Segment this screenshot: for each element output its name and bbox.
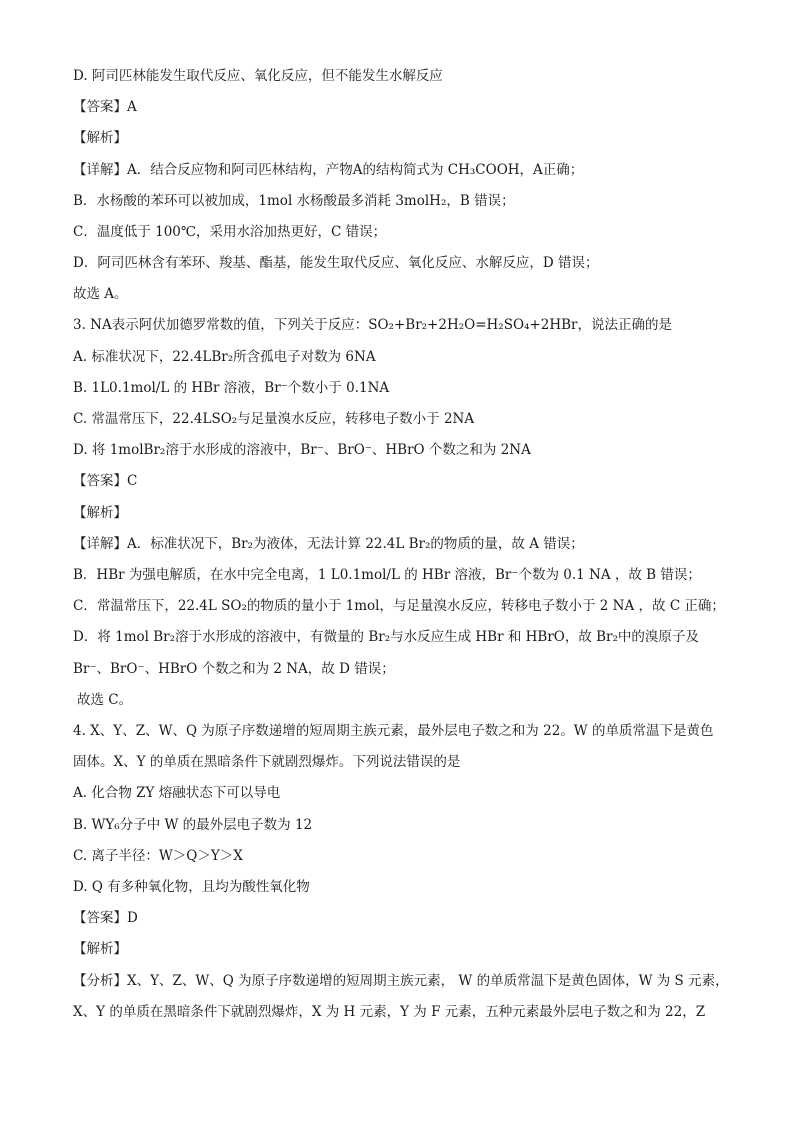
answer-label-q2: 【答案】A	[73, 99, 137, 115]
reasoning-q4: 【分析】X、Y、Z、W、Q 为原子序数递增的短周期主族元素， W 的单质常温下是黄色固体，W 为 S 元素，	[73, 973, 729, 989]
option-a-q3: A. 标准状况下，22.4LBr₂所含孤电子对数为 6NA	[73, 349, 376, 365]
analysis-label-q2: 【解析】	[73, 130, 127, 146]
analysis-label-q4: 【解析】	[73, 941, 127, 957]
detail-d-q3: D．将 1mol Br₂溶于水形成的溶液中，有微量的 Br₂与水反应生成 HBr 和 HBrO，故 Br₂中的溴原子及	[73, 629, 699, 645]
detail-d-q2: D．阿司匹林含有苯环、羧基、酯基，能发生取代反应、氧化反应、水解反应，D 错误；	[73, 255, 599, 271]
question-4-stem-cont: 固体。X、Y 的单质在黑暗条件下就剧烈爆炸。下列说法错误的是	[73, 754, 461, 770]
answer-label-q4: 【答案】D	[73, 910, 138, 926]
conclusion-q3: 故选 C。	[77, 692, 133, 708]
detail-b-q3: B．HBr 为强电解质，在水中完全电离，1 L0.1mol/L 的 HBr 溶液，Br⁻个数为 0.1 NA ，故 B 错误；	[73, 567, 701, 583]
detail-a-q3: 【详解】A．标准状况下，Br₂为液体，无法计算 22.4L Br₂的物质的量，故 A 错误；	[73, 536, 584, 552]
detail-c-q2: C．温度低于 100℃，采用水浴加热更好，C 错误；	[73, 224, 387, 240]
option-d-q3: D. 将 1molBr₂溶于水形成的溶液中，Br⁻、BrO⁻、HBrO 个数之和为 2NA	[73, 442, 531, 458]
conclusion-q2: 故选 A。	[73, 286, 128, 302]
option-d-q2: D. 阿司匹林能发生取代反应、氧化反应，但不能发生水解反应	[73, 68, 443, 84]
option-c-q3: C. 常温常压下，22.4LSO₂与足量溴水反应，转移电子数小于 2NA	[73, 411, 475, 427]
reasoning-q4-cont: X、Y 的单质在黑暗条件下就剧烈爆炸，X 为 H 元素，Y 为 F 元素，五种元素最外层电子数之和为 22，Z	[73, 1004, 706, 1020]
option-c-q4: C. 离子半径：W＞Q＞Y＞X	[73, 848, 243, 864]
detail-c-q3: C．常温常压下，22.4L SO₂的物质的量小于 1mol，与足量溴水反应，转移电子数小于 2 NA ，故 C 正确；	[73, 598, 725, 614]
question-3-stem: 3. NA表示阿伏加德罗常数的值，下列关于反应：SO₂+Br₂+2H₂O=H₂SO₄+2HBr，说法正确的是	[73, 317, 672, 333]
answer-label-q3: 【答案】C	[73, 473, 138, 489]
detail-b-q2: B．水杨酸的苯环可以被加成，1mol 水杨酸最多消耗 3molH₂，B 错误；	[73, 193, 515, 209]
detail-a-q2: 【详解】A．结合反应物和阿司匹林结构，产物A的结构简式为 CH₃COOH，A正确；	[73, 162, 584, 178]
option-a-q4: A. 化合物 ZY 熔融状态下可以导电	[73, 785, 281, 801]
option-d-q4: D. Q 有多种氧化物，且均为酸性氧化物	[73, 879, 310, 895]
option-b-q3: B. 1L0.1mol/L 的 HBr 溶液，Br⁻个数小于 0.1NA	[73, 380, 390, 396]
option-b-q4: B. WY₆分子中 W 的最外层电子数为 12	[73, 817, 313, 833]
question-4-stem: 4. X、Y、Z、W、Q 为原子序数递增的短周期主族元素，最外层电子数之和为 22。W 的单质常温下是黄色	[73, 723, 714, 739]
detail-d-q3-cont: Br⁻、BrO⁻、HBrO 个数之和为 2 NA，故 D 错误；	[73, 661, 395, 677]
analysis-label-q3: 【解析】	[73, 505, 127, 521]
